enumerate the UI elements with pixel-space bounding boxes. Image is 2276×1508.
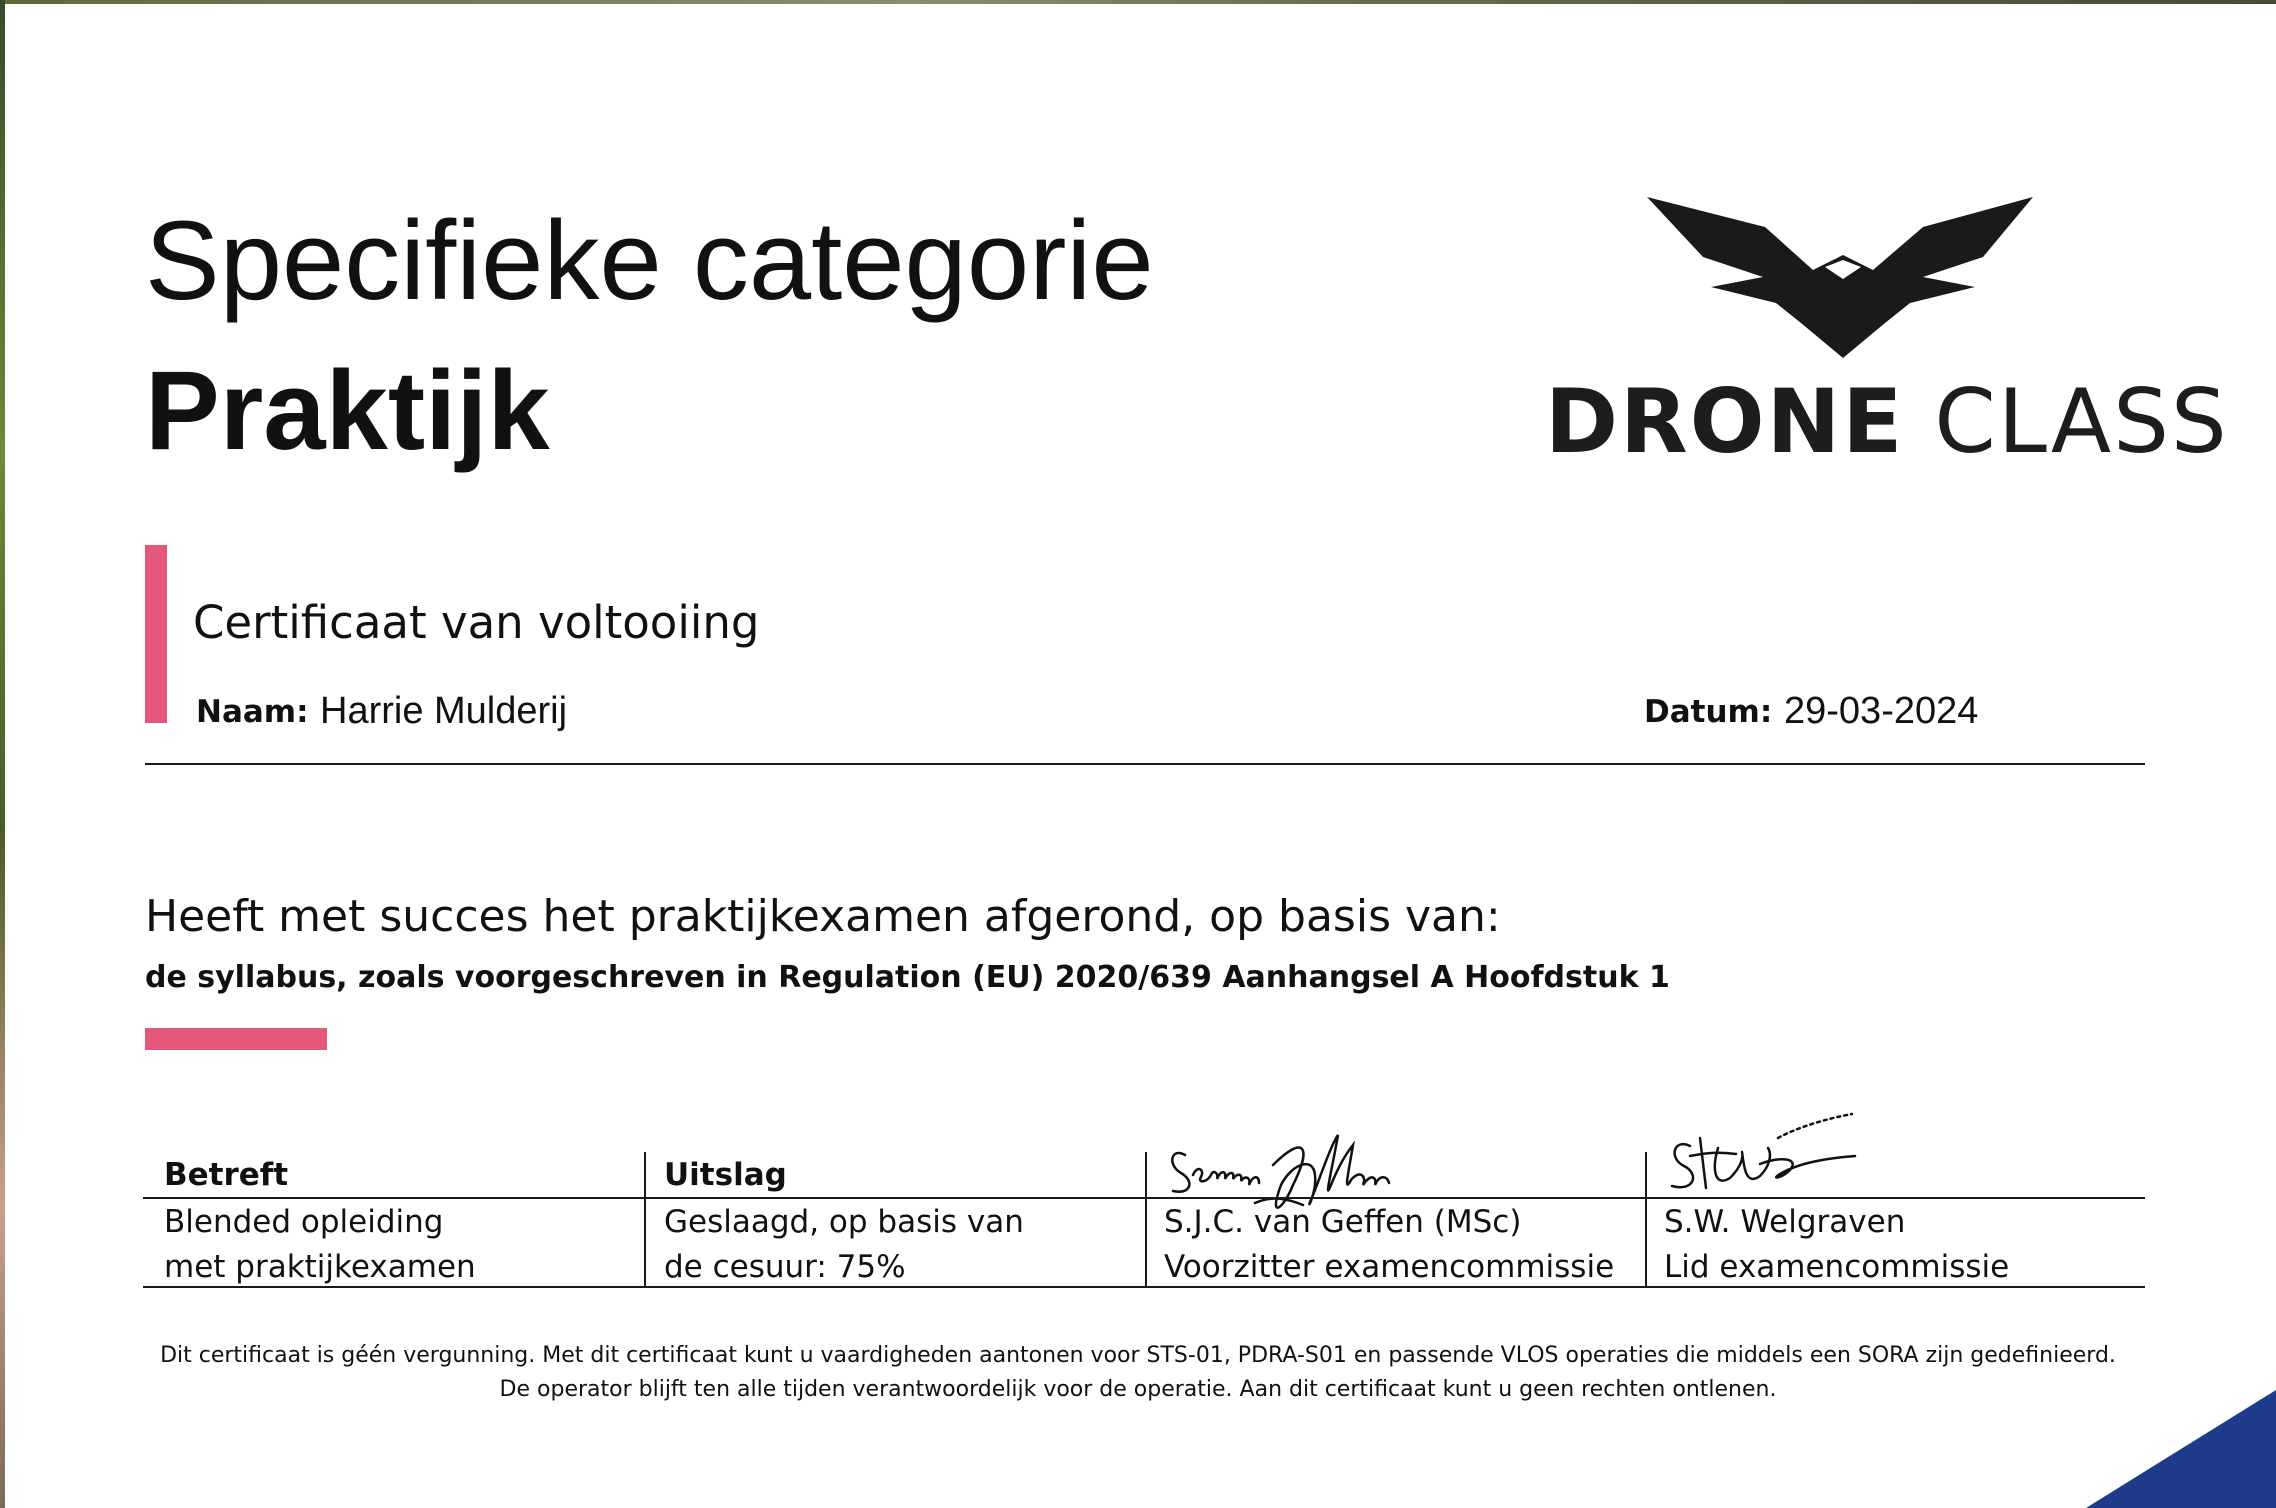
betreft-line-2: met praktijkexamen [164, 1249, 476, 1285]
table-bottom-line [143, 1286, 2145, 1288]
uitslag-line-2: de cesuur: 75% [664, 1249, 906, 1285]
signatory-2-role: Lid examencommissie [1664, 1249, 2010, 1285]
wordmark-class: CLASS [1934, 370, 2229, 473]
photo-edge-left [0, 0, 5, 1508]
corner-decoration [2086, 1390, 2276, 1508]
date-value: 29-03-2024 [1784, 690, 1979, 732]
table-header-uitslag: Uitslag [664, 1157, 787, 1193]
name-label: Naam: [196, 694, 309, 730]
certificate-title-line-2: Praktijk [145, 348, 550, 473]
certificate-label: Certificaat van voltooiing [193, 596, 760, 649]
date-label: Datum: [1644, 694, 1773, 730]
table-divider-3 [1645, 1152, 1647, 1288]
completion-statement: Heeft met succes het praktijkexamen afgerond, op basis van: [145, 891, 1501, 942]
drone-class-wordmark [1545, 370, 2229, 473]
eagle-logo-icon [1645, 195, 2035, 360]
signatory-2-name: S.W. Welgraven [1664, 1204, 1906, 1240]
certificate-title-line-1: Specifieke categorie [145, 198, 1154, 323]
signatory-1-role: Voorzitter examencommissie [1164, 1249, 1615, 1285]
photo-edge-top [0, 0, 2276, 4]
signature-welgraven [1660, 1108, 1860, 1208]
wordmark-drone: DRONE [1545, 370, 1905, 473]
divider-line [145, 763, 2145, 765]
table-header-line [143, 1197, 2145, 1199]
accent-bar-horizontal [145, 1028, 327, 1050]
disclaimer-line-2: De operator blijft ten alle tijden verantwoordelijk voor de operatie. Aan dit certificaat kunt u geen rechten ontlenen. [499, 1377, 1777, 1402]
table-divider-2 [1145, 1152, 1147, 1288]
syllabus-reference: de syllabus, zoals voorgeschreven in Regulation (EU) 2020/639 Aanhangsel A Hoofdstuk 1 [145, 960, 1670, 995]
signatory-1-name: S.J.C. van Geffen (MSc) [1164, 1204, 1522, 1240]
table-divider-1 [644, 1152, 646, 1288]
betreft-line-1: Blended opleiding [164, 1204, 444, 1240]
name-value: Harrie Mulderij [320, 690, 568, 732]
disclaimer-line-1: Dit certificaat is géén vergunning. Met dit certificaat kunt u vaardigheden aantonen voor STS-01, PDRA-S01 en passende VLOS operaties die middels een SORA zijn gedefinieerd. [160, 1343, 2116, 1368]
table-header-betreft: Betreft [164, 1157, 289, 1193]
accent-bar-vertical [145, 545, 167, 723]
uitslag-line-1: Geslaagd, op basis van [664, 1204, 1024, 1240]
